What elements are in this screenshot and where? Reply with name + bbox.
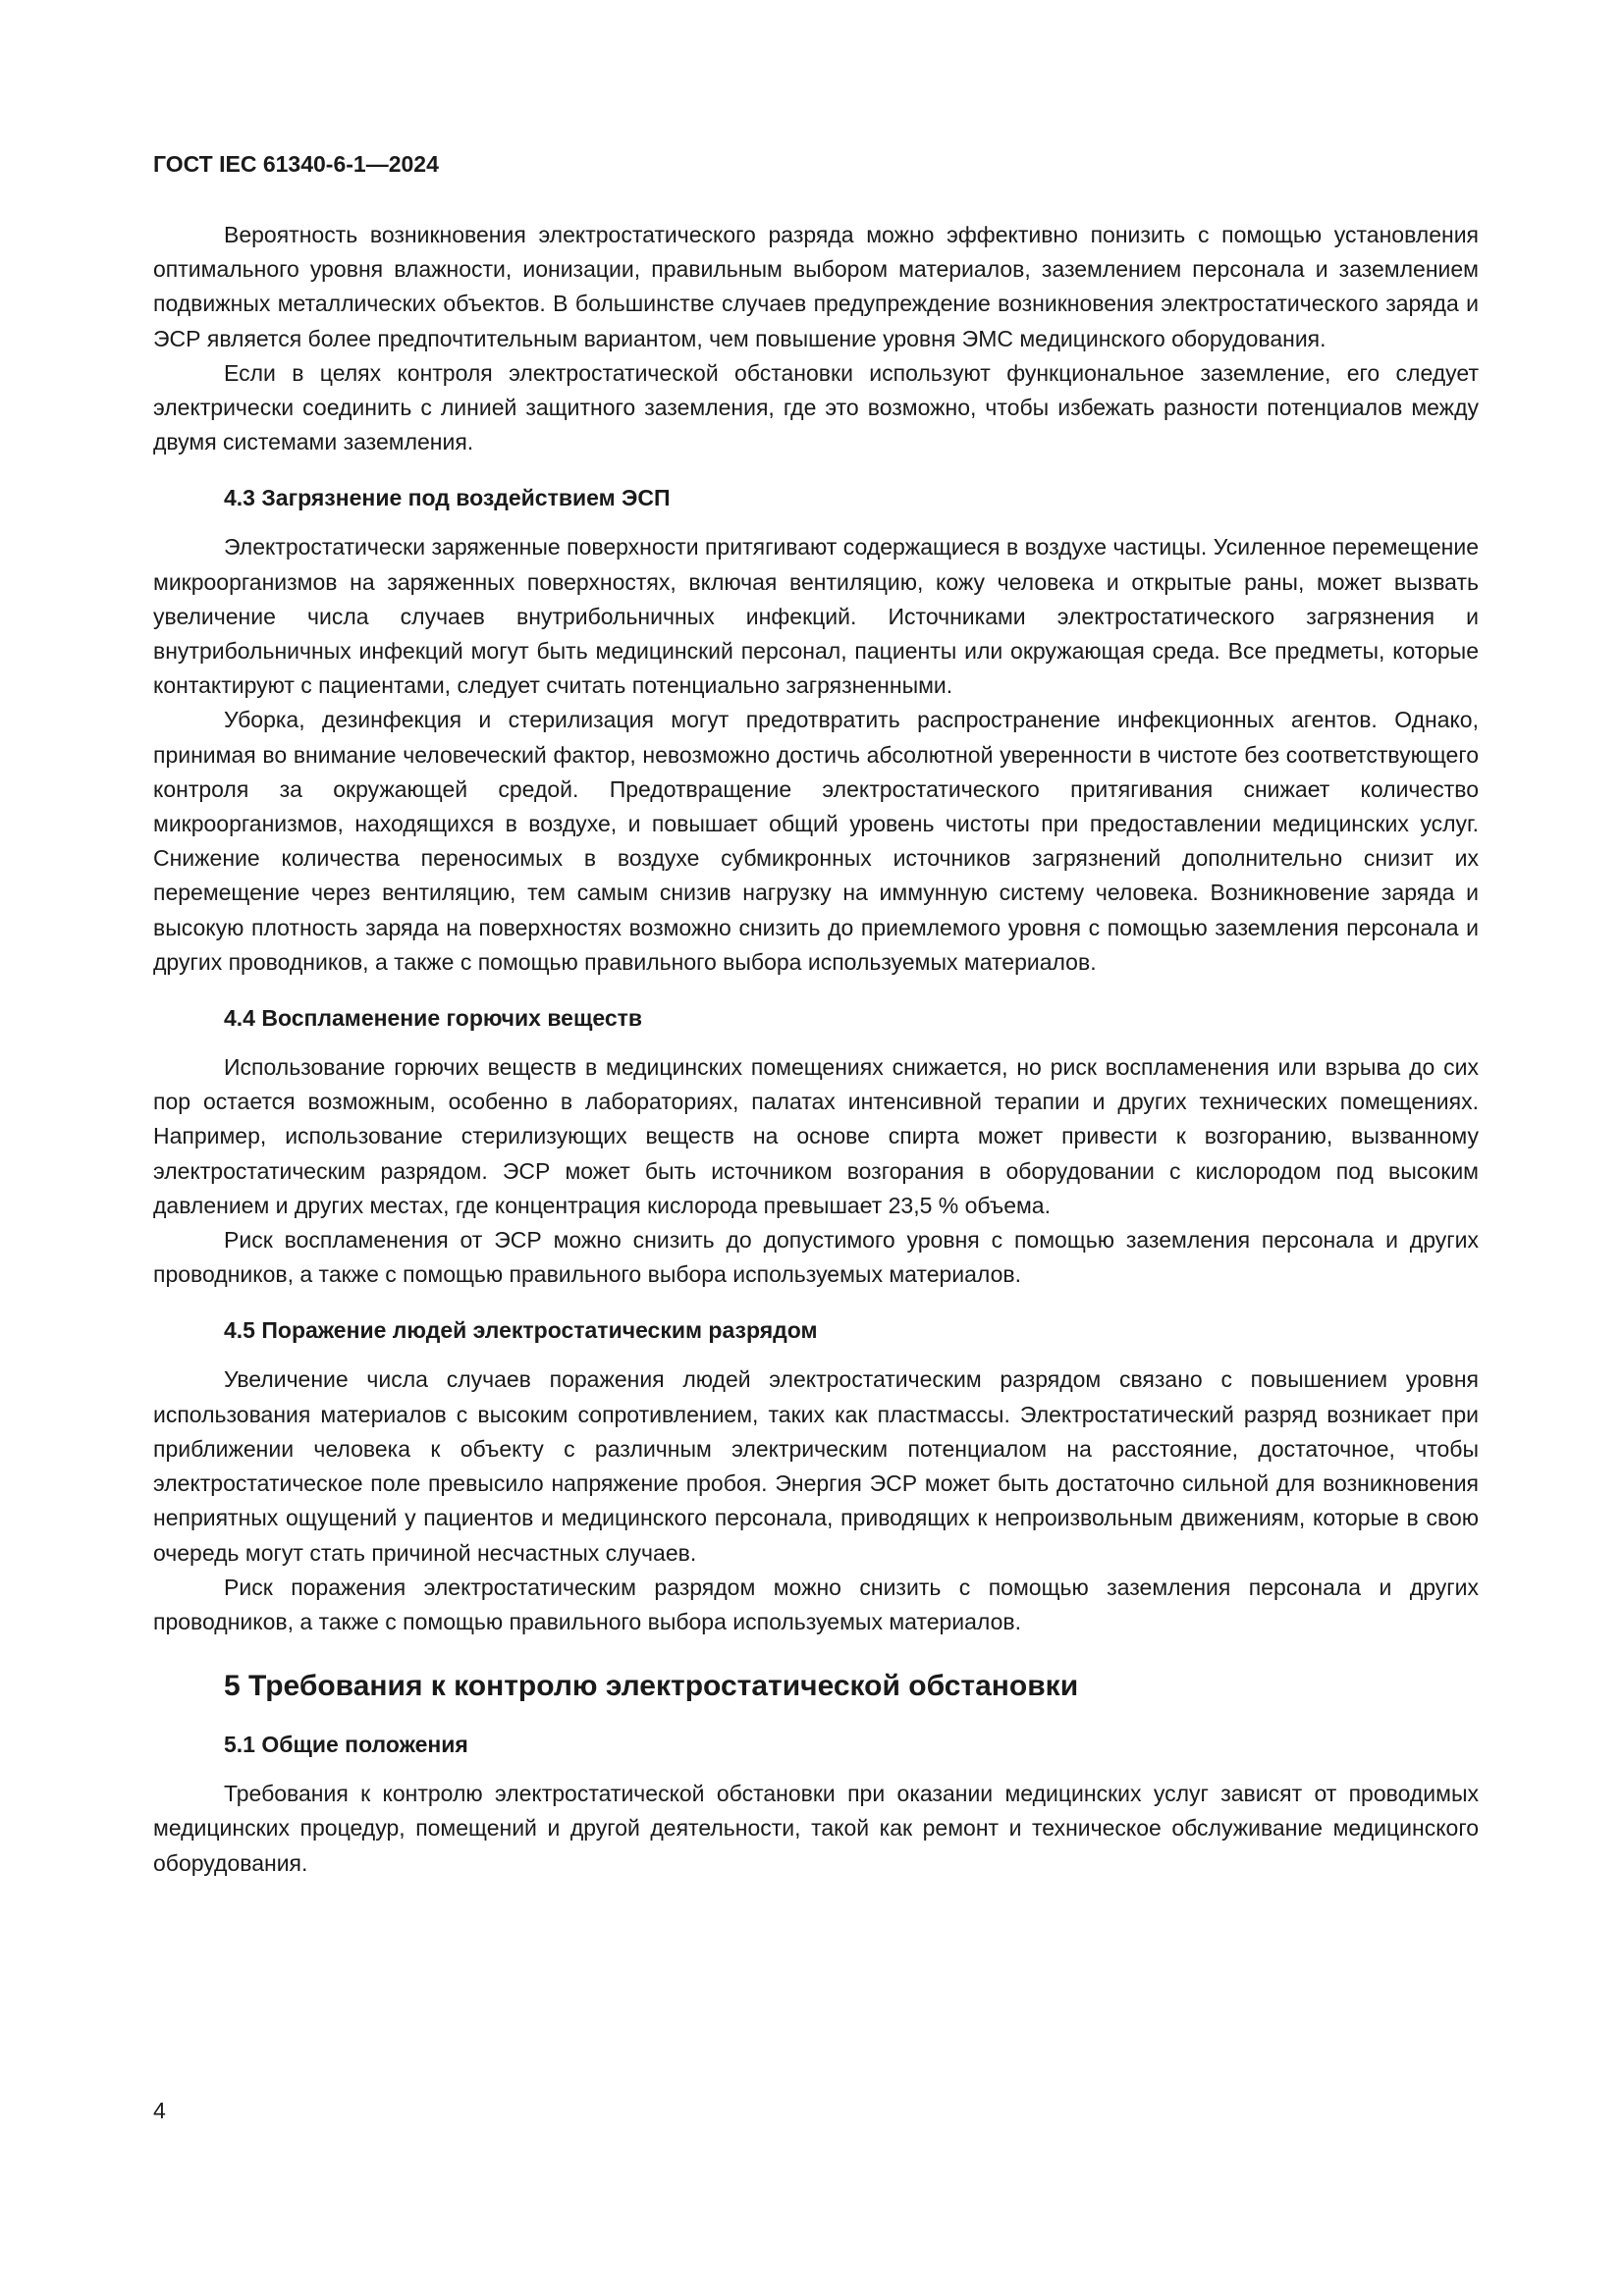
section-4-3-heading: 4.3 Загрязнение под воздействием ЭСП xyxy=(224,485,671,511)
section-4-5-paragraph-1: Увеличение числа случаев поражения людей электростатическим разрядом связано с повышением уровня использования материалов с высоким сопротивлением, таких как пластмассы. Электростатический разряд возникает при приближении человека к объекту с различным электрическим потенциалом на расстояние, достаточное, чтобы электростатическое поле превысило напряжение пробоя. Энергия ЭСР может быть достаточно сильной для возникновения неприятных ощущений у пациентов и медицинского персонала, приводящих к непроизвольным движениям, которые в свою очередь могут стать причиной несчастных случаев. xyxy=(153,1366,1479,1566)
page-number: 4 xyxy=(153,2098,166,2123)
section-5-heading: 5 Требования к контролю электростатической обстановки xyxy=(224,1670,1079,1703)
document-id-header: ГОСТ IEC 61340-6-1—2024 xyxy=(153,151,439,177)
section-4-4-heading: 4.4 Воспламенение горючих веществ xyxy=(224,1005,643,1032)
section-4-5-heading: 4.5 Поражение людей электростатическим разрядом xyxy=(224,1317,818,1344)
section-4-3-paragraph-2: Уборка, дезинфекция и стерилизация могут предотвратить распространение инфекционных агентов. Однако, принимая во внимание человеческий фактор, невозможно достичь абсолютной уверенности в чистоте без соответствующего контроля за окружающей средой. Предотвращение электростатического притягивания снижает количество микроорганизмов, находящихся в воздухе, и повышает общий уровень чистоты при предоставлении медицинских услуг. Снижение количества переносимых в воздухе субмикронных источников загрязнений дополнительно снизит их перемещение через вентиляцию, тем самым снизив нагрузку на иммунную систему человека. Возникновение заряда и высокую плотность заряда на поверхностях возможно снизить до приемлемого уровня с помощью заземления персонала и других проводников, а также с помощью правильного выбора используемых материалов. xyxy=(153,707,1479,975)
intro-paragraph-2: Если в целях контроля электростатической обстановки используют функциональное заземление, его следует электрически соединить с линией защитного заземления, где это возможно, чтобы избежать разности потенциалов между двумя системами заземления. xyxy=(153,359,1479,455)
section-4-5-paragraph-2: Риск поражения электростатическим разрядом можно снизить с помощью заземления персонала и других проводников, а также с помощью правильного выбора используемых материалов. xyxy=(153,1574,1479,1634)
document-page xyxy=(153,147,1479,1881)
section-4-3-paragraph-1: Электростатически заряженные поверхности притягивают содержащиеся в воздухе частицы. Усиленное перемещение микроорганизмов на заряженных поверхностях, включая вентиляцию, кожу человека и открытые раны, может вызвать увеличение числа случаев внутрибольничных инфекций. Источниками электростатического загрязнения и внутрибольничных инфекций могут быть медицинский персонал, пациенты или окружающая среда. Все предметы, которые контактируют с пациентами, следует считать потенциально загрязненными. xyxy=(153,534,1479,699)
intro-paragraph-1: Вероятность возникновения электростатического разряда можно эффективно понизить с помощью установления оптимального уровня влажности, ионизации, правильным выбором материалов, заземлением персонала и заземлением подвижных металлических объектов. В большинстве случаев предупреждение возникновения электростатического заряда и ЭСР является более предпочтительным вариантом, чем повышение уровня ЭМС медицинского оборудования. xyxy=(153,222,1479,351)
section-4-4-paragraph-2: Риск воспламенения от ЭСР можно снизить до допустимого уровня с помощью заземления персонала и других проводников, а также с помощью правильного выбора используемых материалов. xyxy=(153,1227,1479,1288)
section-4-4-paragraph-1: Использование горючих веществ в медицинских помещениях снижается, но риск воспламенения или взрыва до сих пор остается возможным, особенно в лабораториях, палатах интенсивной терапии и других технических помещениях. Например, использование стерилизующих веществ на основе спирта может привести к возгоранию, вызванному электростатическим разрядом. ЭСР может быть источником возгорания в оборудовании с кислородом под высоким давлением и других местах, где концентрация кислорода превышает 23,5 % объема. xyxy=(153,1054,1479,1218)
section-5-1-heading: 5.1 Общие положения xyxy=(224,1732,468,1758)
section-5-1-paragraph-1: Требования к контролю электростатической обстановки при оказании медицинских услуг зависят от проводимых медицинских процедур, помещений и другой деятельности, такой как ремонт и техническое обслуживание медицинского оборудования. xyxy=(153,1781,1479,1876)
